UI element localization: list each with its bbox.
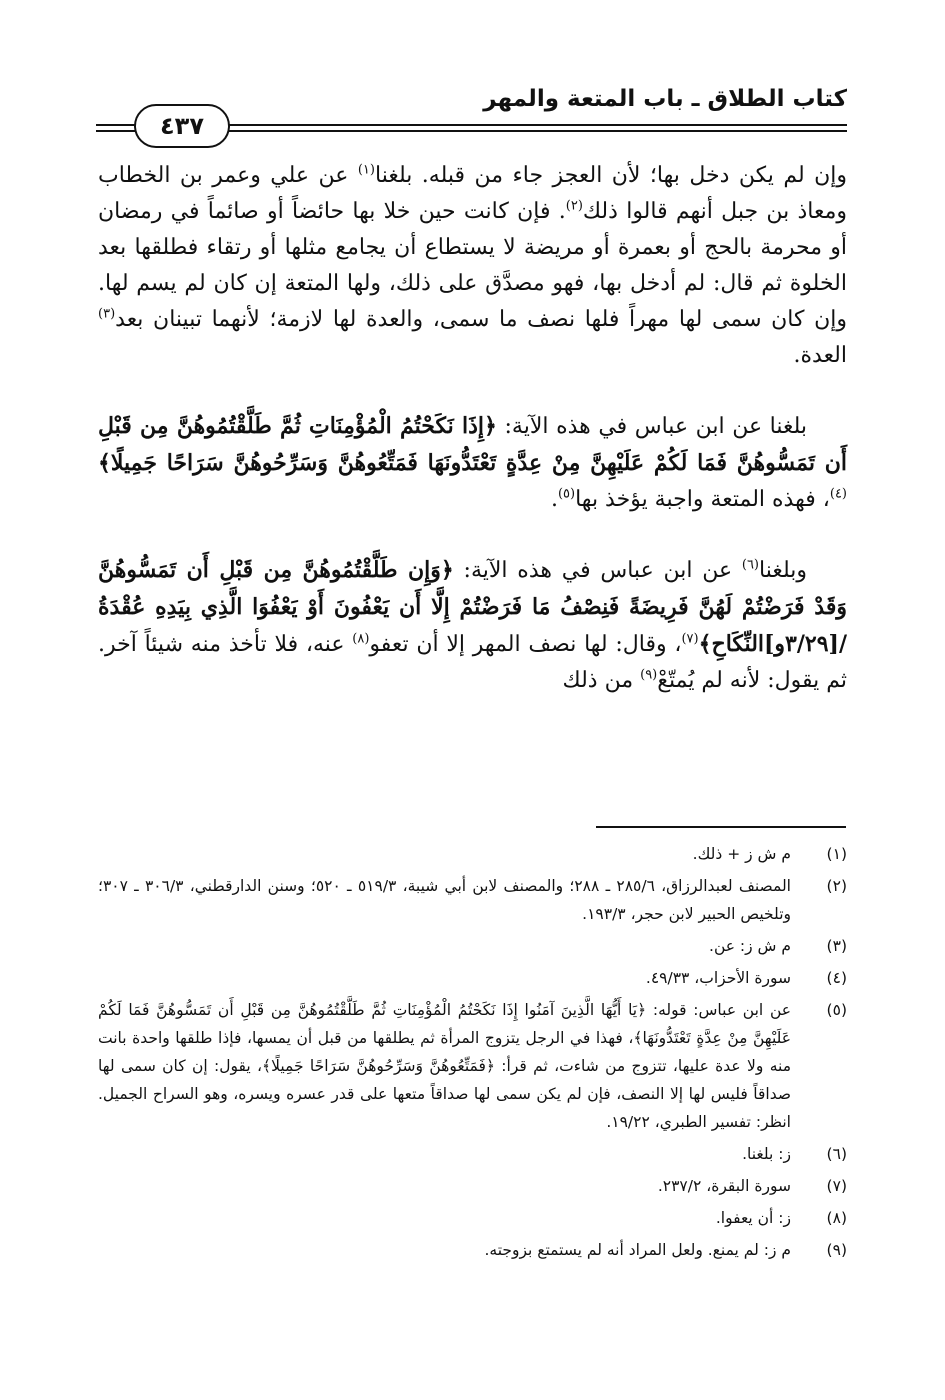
footnote-text: م ز: لم يمنع. ولعل المراد أنه لم يستمتع بزوجته. (484, 1241, 791, 1259)
footnote-item (98, 1172, 847, 1200)
footnote-ref-6[interactable]: (٦) (741, 557, 759, 573)
text-run: وبلغنا (759, 558, 807, 583)
footnote-text: ز: أن يعفوا. (715, 1209, 791, 1227)
quran-quote: ﴿إِذَا نَكَحْتُمُ الْمُؤْمِنَاتِ ثُمَّ طَلَّقْتُمُوهُنَّ مِن قَبْلِ أَن تَمَسُّوهُنَّ فَمَا لَكُمْ عَلَيْهِنَّ مِنْ عِدَّةٍ تَعْتَدُّونَهَا فَمَتِّعُوهُنَّ وَسَرِّحُوهُنَّ سَرَاحًا جَمِيلًا﴾ (98, 413, 847, 476)
footnote-text: المصنف لعبدالرزاق، ٢٨٥/٦ ـ ٢٨٨؛ والمصنف لابن أبي شيبة، ٥١٩/٣ ـ ٥٢٠؛ وسنن الدارقطني، ٣٠٦/٣ ـ ٣٠٧؛ وتلخيص الحبير لابن حجر، ١٩٣/٣. (98, 877, 791, 923)
page-number: ٤٣٧ (134, 104, 230, 148)
footnotes-list (98, 840, 847, 1268)
footnote-number: (٨) (826, 1209, 847, 1227)
footnote-text: ز: بلغنا. (742, 1145, 791, 1163)
footnote-ref-9[interactable]: (٩) (640, 667, 658, 683)
footnote-item (98, 1140, 847, 1168)
footnote-ref-2[interactable]: (٢) (565, 198, 583, 214)
text-run: عن علي وعمر بن الخطاب ومعاذ بن جبل أنهم قالوا ذلك (98, 163, 848, 224)
footnote-number: (٦) (826, 1145, 847, 1163)
footnote-item (98, 840, 847, 868)
text-run: بلغنا عن ابن عباس في هذه الآية: (496, 414, 807, 439)
footnote-number: (٥) (826, 1001, 847, 1019)
footnote-ref-4[interactable]: (٤) (829, 486, 847, 502)
footnote-ref-8[interactable]: (٨) (352, 631, 370, 647)
footnote-number: (٢) (826, 877, 847, 895)
paragraph-1 (98, 158, 847, 374)
footnote-number: (٤) (826, 969, 847, 987)
text-run: العدة. (793, 343, 847, 368)
footnote-text: م ش ز + ذلك. (692, 845, 791, 863)
running-title: كتاب الطلاق ـ باب المتعة والمهر (483, 86, 847, 112)
main-text (98, 158, 847, 699)
text-run: . (550, 487, 558, 512)
footnote-text: م ش ز: عن. (709, 937, 791, 955)
footnote-item (98, 1204, 847, 1232)
footnote-text: عن ابن عباس: قوله: ﴿يَا أَيُّهَا الَّذِينَ آمَنُوا إِذَا نَكَحْتُمُ الْمُؤْمِنَاتِ ثُمَّ طَلَّقْتُمُوهُنَّ مِن قَبْلِ أَن تَمَسُّوهُنَّ فَمَا لَكُمْ عَلَيْهِنَّ مِنْ عِدَّةٍ تَعْتَدُّونَهَا﴾، فهذا في الرجل يتزوج المرأة ثم يطلقها من قبل أن يمسها، فإذا طلقها واحدة بانت منه ولا عدة عليها، تتزوج من شاءت، ثم قرأ: ﴿فَمَتِّعُوهُنَّ وَسَرِّحُوهُنَّ سَرَاحًا جَمِيلًا﴾، يقول: إن كان سمى لها صداقاً فليس لها إلا النصف، فإن لم يكن سمى لها صداقاً متعها على قدر عسره ويسره، وهو السراح الجميل. انظر: تفسير الطبري، ١٩/٢٢. (98, 1001, 791, 1131)
footnote-ref-1[interactable]: (١) (357, 162, 375, 178)
quran-quote: ﴿وَإِن طَلَّقْتُمُوهُنَّ مِن قَبْلِ أَن تَمَسُّوهُنَّ وَقَدْ فَرَضْتُمْ لَهُنَّ فَرِيضَةً فَنِصْفُ مَا فَرَضْتُمْ إِلَّا أَن يَعْفُونَ أَوْ يَعْفُوَا الَّذِي بِيَدِهِ عُقْدَةُ /[٣/٢٩و]النِّكَاحِ﴾ (98, 557, 847, 657)
footnote-item (98, 996, 847, 1136)
paragraph-3 (98, 552, 847, 699)
text-run: عن ابن عباس في هذه الآية: (453, 558, 742, 583)
text-run: . فإن كانت حين خلا بها حائضاً أو صائماً في رمضان أو محرمة بالحج أو بعمرة أو مريضة لا يستطاع أن يجامع مثلها أو رتقاء فطلقها بعد الخلوة ثم قال: لم أدخل بها، فهو مصدَّق على ذلك، ولها المتعة إن كان لم يسم لها. وإن كان سمى لها مهراً فلها نصف ما سمى، والعدة لها لازمة؛ لأنهما تبينان بعد (98, 199, 847, 332)
footnote-separator (596, 826, 846, 828)
text-run: عنه، فلا تأخذ منه شيئاً آخر. ثم يقول: لأنه لم يُمتّعْ (98, 632, 847, 693)
footnote-item (98, 872, 847, 928)
footnote-ref-7[interactable]: (٧) (681, 631, 699, 647)
footnote-item (98, 932, 847, 960)
text-run: ، وقال: لها نصف المهر إلا أن تعفو (369, 632, 682, 657)
footnote-text: سورة البقرة، ٢٣٧/٢. (657, 1177, 791, 1195)
footnote-number: (٩) (826, 1241, 847, 1259)
text-run: وإن لم يكن دخل بها؛ لأن العجز جاء من قبله. بلغنا (374, 163, 848, 188)
footnote-ref-3[interactable]: (٣) (98, 306, 116, 322)
footnote-ref-5[interactable]: (٥) (557, 486, 576, 502)
footnote-item (98, 964, 847, 992)
footnote-number: (٣) (826, 937, 847, 955)
footnote-text: سورة الأحزاب، ٤٩/٣٣. (645, 969, 791, 987)
paragraph-2 (98, 408, 847, 518)
footnote-number: (١) (826, 845, 847, 863)
text-run: من ذلك (562, 668, 641, 693)
text-run: ، فهذه المتعة واجبة يؤخذ بها (575, 487, 830, 512)
footnote-number: (٧) (826, 1177, 847, 1195)
footnote-item (98, 1236, 847, 1264)
